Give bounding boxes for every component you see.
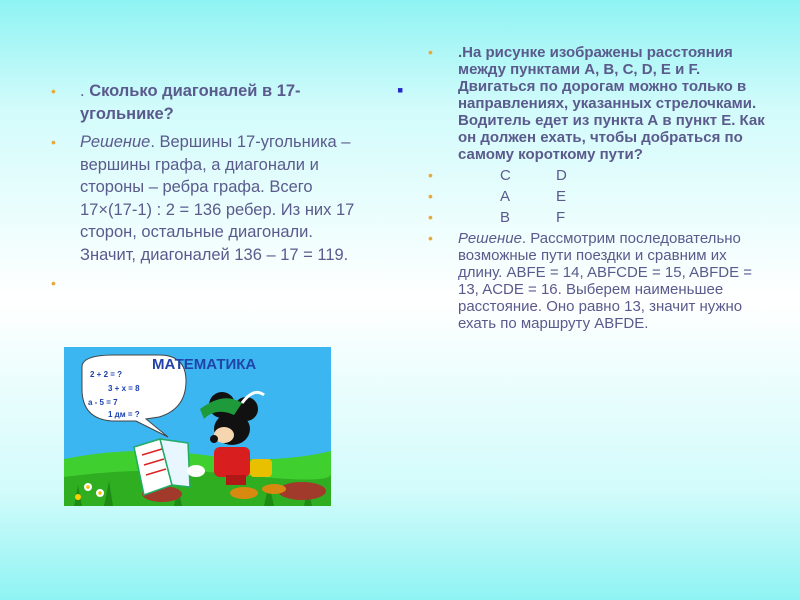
point-label: C	[500, 167, 511, 184]
question-text: Сколько диагоналей в 17-угольнике?	[80, 82, 301, 123]
list-item	[48, 272, 358, 295]
solution-text: . Вершины 17-угольника – вершины графа, а диагонали и стороны – ребра графа. Всего 17×(17-1) : 2 = 136 ребер. Из них 17 сторон, остальные диагонали. Значит, диагоналей 136 – 17 = 119.	[80, 133, 355, 264]
list-item	[428, 230, 768, 332]
math-cartoon-illustration	[64, 347, 331, 506]
point-label: B	[500, 209, 511, 226]
bullet-icon: •	[51, 83, 56, 99]
bullet-icon: •	[428, 167, 433, 183]
point-label: A	[500, 188, 511, 205]
point-pair	[458, 167, 612, 184]
point-label: F	[556, 209, 566, 226]
right-text-block	[428, 44, 768, 336]
bubble-line: 3 + x = 8	[108, 384, 140, 393]
problem-text: .На рисунке изображены расстояния между пунктами A, B, C, D, E и F. Двигаться по дорогам можно только в направлениях, указанных стрелочками. Водитель едет из пункта А в пункт Е. Как он должен ехать, чтобы добраться по самому короткому пути?	[458, 44, 765, 163]
list-item	[428, 209, 768, 226]
list-item	[428, 44, 768, 163]
solution-label: Решение	[458, 230, 522, 247]
right-bullet-list	[428, 44, 768, 332]
point-pair	[458, 188, 612, 205]
solution-label: Решение	[80, 133, 151, 151]
book-icon	[134, 439, 190, 495]
bubble-line: 2 + 2 = ?	[90, 370, 123, 379]
bullet-icon: •	[428, 209, 433, 225]
bubble-line: 1 дм = ?	[108, 410, 140, 419]
picture-title: МАТЕМАТИКА	[152, 356, 257, 373]
point-pair	[458, 209, 612, 226]
list-item	[428, 188, 768, 205]
bullet-icon: •	[428, 44, 433, 60]
bullet-icon: •	[51, 134, 56, 150]
question-prefix: .	[80, 82, 85, 100]
point-label: D	[556, 167, 567, 184]
dirt-mound	[278, 482, 326, 500]
point-label: E	[556, 188, 567, 205]
left-bullet-list	[48, 80, 358, 295]
solution-text: . Рассмотрим последовательно возможные пути поездки и сравним их длину. ABFE = 14, ABFCDE = 15, ABFDE = 13, ACDE = 16. Выберем наименьшее расстояние. Оно равно 13, значит нужно ехать по маршруту ABFDE.	[458, 230, 753, 332]
list-item	[428, 167, 768, 184]
bubble-line: a - 5 = 7	[88, 398, 118, 407]
bullet-icon: •	[51, 275, 56, 291]
list-item	[48, 80, 358, 125]
bullet-icon: •	[428, 188, 433, 204]
list-item	[48, 131, 358, 266]
square-bullet-icon: ▪	[397, 80, 404, 100]
left-text-block	[48, 80, 358, 301]
bullet-icon: •	[428, 230, 433, 246]
